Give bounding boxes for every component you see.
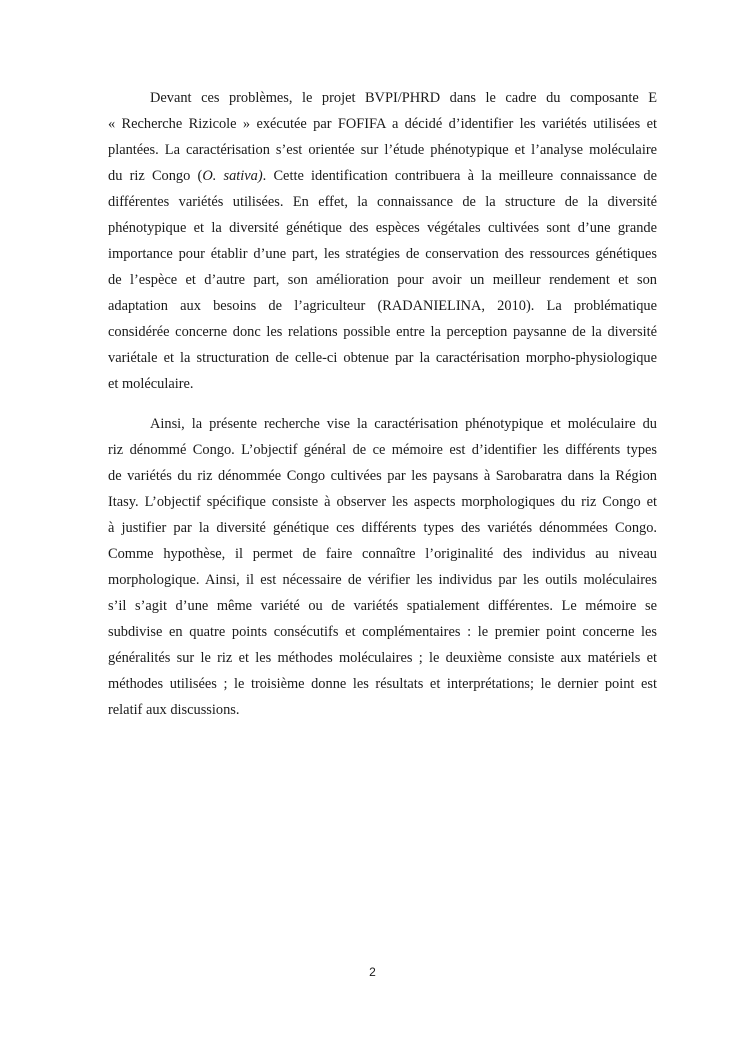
paragraph-line: variétale et la structuration de celle-ci obtenue par la caractérisation morpho-physiologique xyxy=(108,350,657,366)
paragraph-2 xyxy=(108,414,657,719)
paragraph-line: et moléculaire. xyxy=(108,376,194,392)
text-run: du riz Congo ( xyxy=(108,168,203,184)
paragraph-line: adaptation aux besoins de l’agriculteur (RADANIELINA, 2010). La problématique xyxy=(108,298,657,314)
species-name: O. sativa) xyxy=(202,168,263,184)
paragraph-line: de l’espèce et d’autre part, son amélioration pour avoir un meilleur rendement et son xyxy=(108,272,657,288)
paragraph-line: « Recherche Rizicole » exécutée par FOFIFA a décidé d’identifier les variétés utilisées et xyxy=(108,116,657,132)
paragraph-line: différentes variétés utilisées. En effet, la connaissance de la structure de la diversité xyxy=(108,194,657,210)
paragraph-1 xyxy=(108,88,657,393)
paragraph-line: plantées. La caractérisation s’est orientée sur l’étude phénotypique et l’analyse moléculaire xyxy=(108,142,657,158)
paragraph-line: Devant ces problèmes, le projet BVPI/PHRD dans le cadre du composante E xyxy=(150,90,657,106)
paragraph-line: généralités sur le riz et les méthodes moléculaires ; le deuxième consiste aux matériels et xyxy=(108,650,657,666)
paragraph-line xyxy=(108,166,657,186)
paragraph-line: Comme hypothèse, il permet de faire connaître l’originalité des individus au niveau xyxy=(108,546,657,562)
paragraph-line: méthodes utilisées ; le troisième donne les résultats et interprétations; le dernier point est xyxy=(108,676,657,692)
paragraph-line: relatif aux discussions. xyxy=(108,702,240,718)
paragraph-line: importance pour établir d’une part, les stratégies de conservation des ressources génétiques xyxy=(108,246,657,262)
paragraph-line: à justifier par la diversité génétique ces différents types des variétés dénommées Congo. xyxy=(108,520,657,536)
paragraph-line: phénotypique et la diversité génétique des espèces végétales cultivées sont d’une grande xyxy=(108,220,657,236)
paragraph-line: considérée concerne donc les relations possible entre la perception paysanne de la diversité xyxy=(108,324,657,340)
paragraph-line: Ainsi, la présente recherche vise la caractérisation phénotypique et moléculaire du xyxy=(150,416,657,432)
paragraph-line: de variétés du riz dénommée Congo cultivées par les paysans à Sarobaratra dans la Région xyxy=(108,468,657,484)
text-run: . Cette identification contribuera à la meilleure connaissance de xyxy=(262,168,657,184)
paragraph-line: morphologique. Ainsi, il est nécessaire de vérifier les individus par les outils moléculaires xyxy=(108,572,657,588)
page-number: 2 xyxy=(369,965,376,979)
paragraph-line: s’il s’agit d’une même variété ou de variétés spatialement différentes. Le mémoire se xyxy=(108,598,657,614)
paragraph-line: Itasy. L’objectif spécifique consiste à observer les aspects morphologiques du riz Congo et xyxy=(108,494,657,510)
paragraph-line: riz dénommé Congo. L’objectif général de ce mémoire est d’identifier les différents types xyxy=(108,442,657,458)
paragraph-line: subdivise en quatre points consécutifs et complémentaires : le premier point concerne les xyxy=(108,624,657,640)
